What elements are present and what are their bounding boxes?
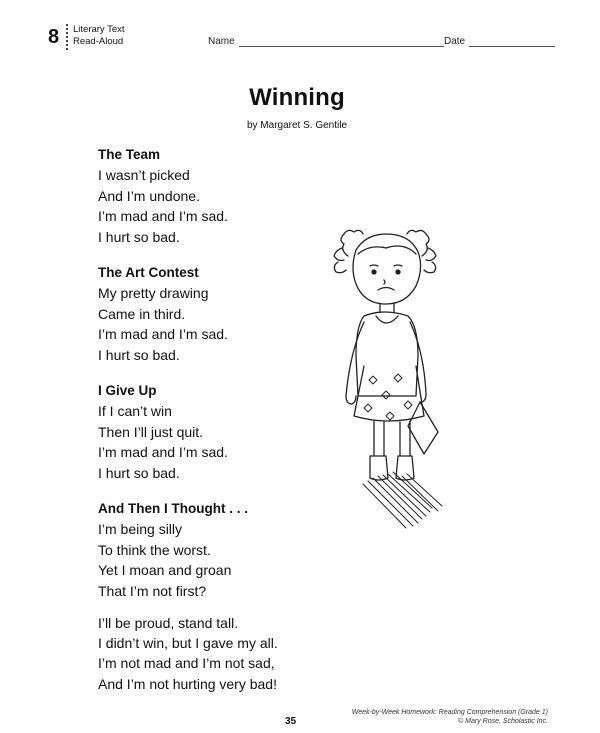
poem-line: That I’m not first?	[98, 582, 207, 599]
credit-line-2: © Mary Rose, Scholastic Inc.	[458, 718, 548, 725]
cardigan	[356, 312, 418, 396]
date-label: Date	[444, 36, 466, 47]
header-divider	[66, 24, 72, 50]
poem-line: I wasn’t picked	[98, 167, 190, 183]
frown	[378, 288, 394, 291]
lesson-number: 8	[48, 26, 60, 48]
poem-title: Winning	[249, 84, 345, 111]
stanza	[98, 381, 338, 483]
lesson-category	[73, 24, 125, 48]
poem-line: I’ll be proud, stand tall.	[98, 615, 239, 631]
poem-line: I hurt so bad.	[98, 464, 180, 481]
page-number: 35	[285, 716, 297, 727]
poem-line: If I can’t win	[98, 403, 172, 419]
category-line-2: Read-Aloud	[73, 36, 124, 47]
poem-line: To think the worst.	[98, 541, 211, 558]
stanza	[98, 499, 338, 601]
poem-line: I’m mad and I’m sad.	[98, 444, 228, 460]
final-stanza	[98, 613, 338, 694]
name-line[interactable]	[239, 36, 444, 47]
stanza	[98, 145, 338, 247]
name-field[interactable]	[208, 36, 444, 47]
date-field[interactable]	[444, 36, 555, 47]
poem-line: And I’m not hurting very bad!	[98, 675, 277, 692]
copyright-credit	[352, 708, 548, 726]
poem-line: I hurt so bad.	[98, 346, 180, 363]
stanza-title: And Then I Thought . . .	[98, 501, 248, 516]
head	[353, 234, 421, 304]
poem-body	[98, 145, 338, 710]
poem-line: Came in third.	[98, 305, 186, 322]
credit-line-1: Week-by-Week Homework: Reading Comprehension (Grade 1)	[351, 709, 548, 716]
stanza	[98, 263, 338, 365]
category-line-1: Literary Text	[73, 24, 125, 35]
poem-line: And I’m undone.	[98, 187, 200, 204]
hair-fringe	[358, 246, 416, 254]
sad-girl-illustration	[318, 226, 468, 536]
poem-line: I hurt so bad.	[98, 228, 180, 245]
poem-line: My pretty drawing	[98, 285, 209, 301]
poem-line: I’m mad and I’m sad.	[98, 208, 228, 224]
stanza-title: I Give Up	[98, 383, 157, 398]
poem-line: I’m mad and I’m sad.	[98, 326, 228, 342]
stanza-title: The Team	[98, 147, 161, 162]
date-line[interactable]	[469, 36, 555, 47]
poem-line: I didn’t win, but I gave my all.	[98, 635, 278, 652]
poem-byline: by Margaret S. Gentile	[246, 120, 348, 131]
poem-line: Then I’ll just quit.	[98, 423, 204, 440]
poem-line: Yet I moan and groan	[98, 562, 232, 578]
flower-pattern	[364, 374, 412, 420]
boot-right	[396, 456, 414, 480]
stanza-title: The Art Contest	[98, 265, 199, 280]
name-label: Name	[208, 36, 235, 47]
poem-line: I’m not mad and I’m not sad,	[98, 655, 275, 672]
poem-line: I’m being silly	[98, 521, 183, 537]
